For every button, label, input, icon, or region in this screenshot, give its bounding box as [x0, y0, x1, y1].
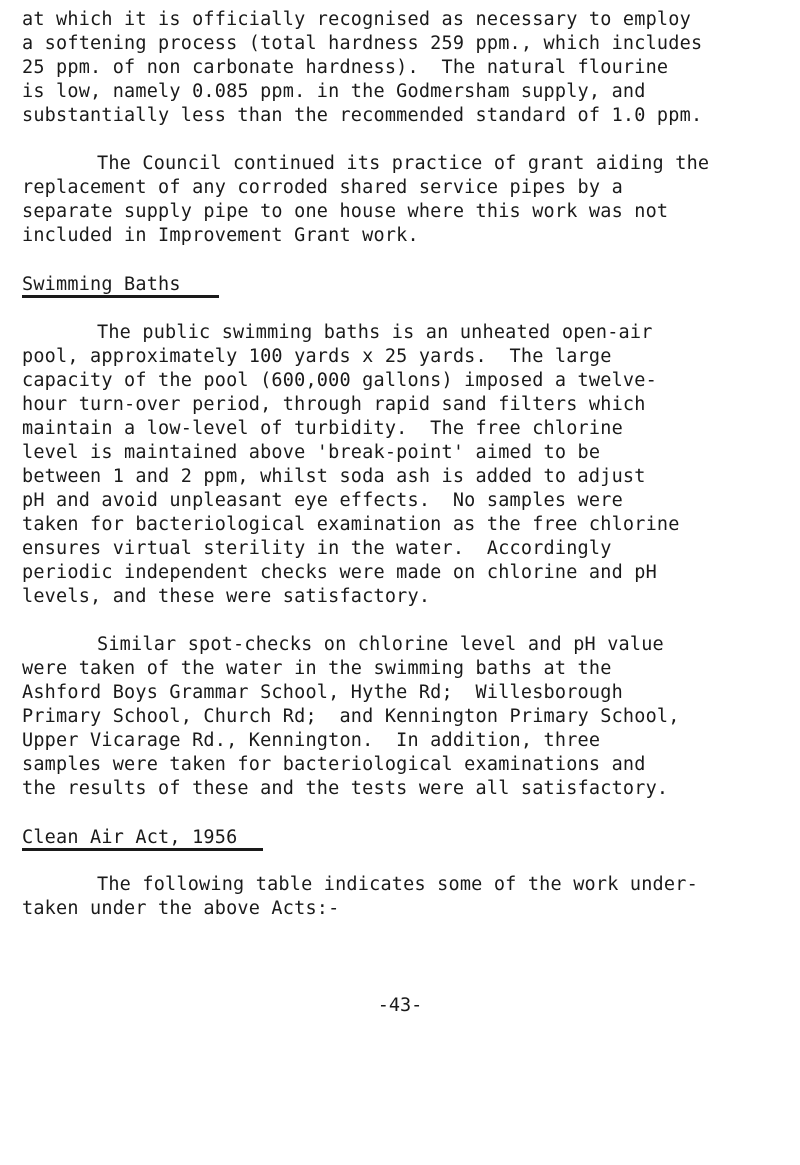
text-line: pool, approximately 100 yards x 25 yards. The large — [22, 346, 612, 367]
text-line: taken for bacteriological examination as the free chlorine — [22, 514, 680, 535]
section-heading-clean-air-act: Clean Air Act, 1956 — [22, 827, 238, 848]
text-line: The public swimming baths is an unheated open-air — [97, 322, 653, 343]
section-heading-swimming-baths: Swimming Baths — [22, 274, 181, 295]
text-line: levels, and these were satisfactory. — [22, 586, 431, 607]
text-line: Ashford Boys Grammar School, Hythe Rd; Willesborough — [22, 682, 623, 703]
text-line: substantially less than the recommended standard of 1.0 ppm. — [22, 105, 703, 126]
text-line: replacement of any corroded shared service pipes by a — [22, 177, 623, 198]
text-line: capacity of the pool (600,000 gallons) imposed a twelve- — [22, 370, 657, 391]
text-line: the results of these and the tests were all satisfactory. — [22, 778, 669, 799]
text-line: between 1 and 2 ppm, whilst soda ash is added to adjust — [22, 466, 646, 487]
text-line: The Council continued its practice of grant aiding the — [97, 153, 710, 174]
text-line: Primary School, Church Rd; and Kennington Primary School, — [22, 706, 680, 727]
text-line: Similar spot-checks on chlorine level and pH value — [97, 634, 664, 655]
text-line: at which it is officially recognised as necessary to employ — [22, 9, 691, 30]
heading-underline — [22, 295, 219, 298]
text-line: were taken of the water in the swimming baths at the — [22, 658, 612, 679]
page-number: -43- — [377, 995, 423, 1016]
text-line: separate supply pipe to one house where this work was not — [22, 201, 669, 222]
text-line: maintain a low-level of turbidity. The free chlorine — [22, 418, 623, 439]
text-line: a softening process (total hardness 259 ppm., which includes — [22, 33, 703, 54]
text-line: The following table indicates some of the work under- — [97, 874, 698, 895]
text-line: included in Improvement Grant work. — [22, 225, 419, 246]
text-line: taken under the above Acts:- — [22, 898, 340, 919]
text-line: 25 ppm. of non carbonate hardness). The natural flourine — [22, 57, 669, 78]
text-line: pH and avoid unpleasant eye effects. No samples were — [22, 490, 623, 511]
text-line: ensures virtual sterility in the water. Accordingly — [22, 538, 612, 559]
text-line: periodic independent checks were made on chlorine and pH — [22, 562, 657, 583]
text-line: is low, namely 0.085 ppm. in the Godmersham supply, and — [22, 81, 646, 102]
text-line: samples were taken for bacteriological examinations and — [22, 754, 646, 775]
text-line: hour turn-over period, through rapid sand filters which — [22, 394, 646, 415]
text-line: level is maintained above 'break-point' aimed to be — [22, 442, 601, 463]
text-line: Upper Vicarage Rd., Kennington. In addition, three — [22, 730, 601, 751]
heading-underline — [22, 848, 263, 851]
